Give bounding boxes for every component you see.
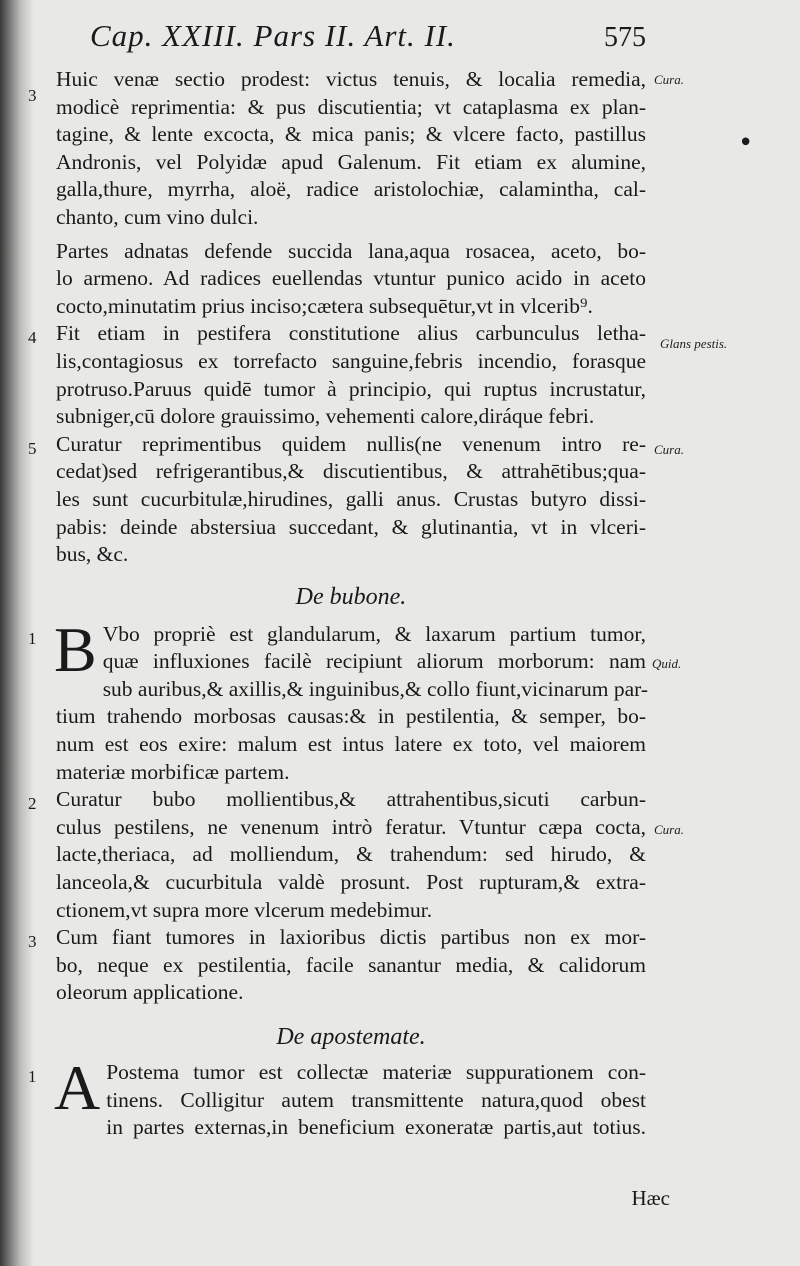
main-text bbox=[28, 66, 649, 1142]
ink-mark: • bbox=[738, 128, 754, 158]
margin-note-glans-pestis: Glans pestis. bbox=[660, 336, 728, 351]
paragraph-number: 5 bbox=[28, 438, 37, 458]
running-title: Cap. XXIII. Pars II. Art. II. bbox=[90, 18, 456, 53]
paragraph-number: 2 bbox=[28, 794, 37, 814]
paragraph-4: 4 Fit etiam in pestifera constitutione alius carbunculus letha- lis,contagiosus ex torrefacto sanguine,febris incendio, forasque protruso.Paruus quidē tumor à principio, qui ruptus incrustatur, subniger,cū dolore grauissimo, vehementi calore,diráque febri. bbox=[28, 321, 646, 429]
margin-note-cura-3: Cura. bbox=[654, 822, 684, 837]
paragraph-number: 4 bbox=[28, 328, 37, 348]
paragraph-bubo-2: 2 Curatur bubo mollientibus,& attrahentibus,sicuti carbun- culus pestilens, ne venenum intrò feratur. Vtuntur cæpa cocta, lacte,theriaca, ad molliendum, & trahendum: sed hirudo, & lanceola,& cucurbitula valdè prosunt. Post rupturam,& extra- ctionem,vt supra more vlcerum medebimur. bbox=[28, 787, 646, 922]
paragraph-bubo-1: 1 B Vbo propriè est glandularum, & laxarum partium tumor, quæ influxiones facilè recipiunt aliorum morborum: nam sub auribus,& axillis,& inguinibus,& collo fiunt,vicinarum par- tium trahendo morbosas causas:& in pestilentia, & semper, bo- num est eos exire: malum est intus latere ex toto, vel maiorem materiæ morbificæ partem. bbox=[28, 613, 649, 784]
margin-note-cura-2: Cura. bbox=[654, 442, 684, 457]
section-heading-bubone: De bubone. bbox=[295, 583, 407, 610]
margin-note-cura-1: Cura. bbox=[654, 72, 684, 87]
running-header bbox=[90, 18, 770, 58]
paragraph-bubo-3: 3 Cum fiant tumores in laxioribus dictis partibus non ex mor- bo, neque ex pestilentia, facile sanantur media, & calidorum oleorum applicatione. bbox=[28, 925, 646, 1005]
paragraph-number: 1 bbox=[28, 628, 37, 648]
paragraph-number: 3 bbox=[28, 932, 37, 952]
section-heading-apostemate: De apostemate. bbox=[276, 1024, 426, 1050]
paragraph-apostema-1: 1 A Postema tumor est collectæ materiæ suppurationem con- tinens. Colligitur autem transmittente natura,quod obest in partes externas,in beneficium exoneratæ partis,aut totius. bbox=[28, 1052, 646, 1140]
drop-cap: B bbox=[54, 613, 97, 685]
catchword: Hæc bbox=[631, 1186, 670, 1210]
margin-note-quid: Quid. bbox=[652, 656, 682, 671]
paragraph-number: 1 bbox=[28, 1067, 37, 1086]
page-number: 575 bbox=[604, 22, 646, 53]
paragraph-3: 3 Huic venæ sectio prodest: victus tenuis, & localia remedia, modicè reprimentia: & pus discutientia; vt cataplasma ex plan- tagine, & lente excocta, & mica panis; & vlcere facto, pastillus Andronis, vel Polyidæ apud Galenum. Fit etiam ex alumine, galla,thure, myrrha, aloë, radice aristolochiæ, calamintha, cal- chanto, cum vino dulci. bbox=[28, 67, 646, 229]
paragraph-5: 5 Curatur reprimentibus quidem nullis(ne venenum intro re- cedat)sed refrigerantibus,& discutientibus, & attrahētibus;qua- les sunt cucurbitulæ,hirudines, galli anus. Crustas butyro dissi- pabis: deinde abstersiua succedant, & glutinantia, vt in vlceri- bus, &c. bbox=[28, 431, 646, 567]
paragraph-partes: Partes adnatas defende succida lana,aqua rosacea, aceto, bo- lo armeno. Ad radices euellendas vtuntur punico acido in aceto cocto,minutatim prius inciso;cætera subsequētur,vt in vlcerib⁹. bbox=[56, 238, 646, 318]
paragraph-number: 3 bbox=[28, 86, 37, 105]
drop-cap: A bbox=[54, 1052, 101, 1123]
